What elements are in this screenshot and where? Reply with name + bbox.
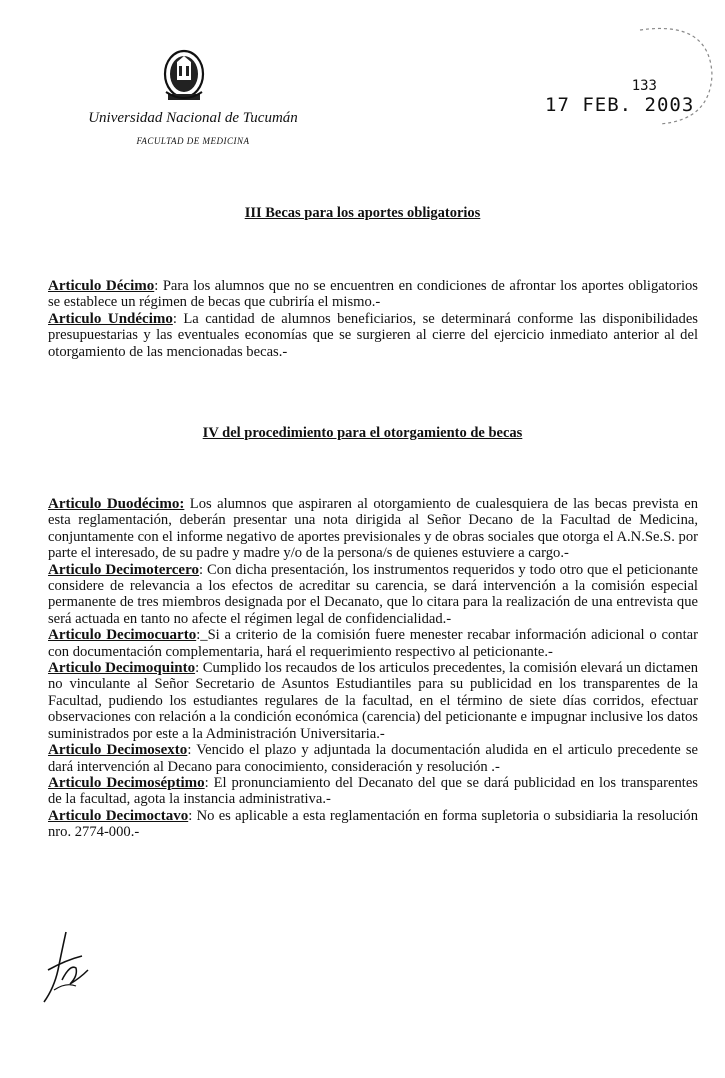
faculty-name: FACULTAD DE MEDICINA	[136, 136, 250, 146]
article-name: Articulo Decimocuarto	[48, 627, 197, 644]
article-paragraph	[48, 496, 698, 562]
article-paragraph: Articulo Decimoquinto: Cumplido los recaudos de los articulos precedentes, la comisión elevará un dictamen no vinculante al Señor Secretario de Asuntos Estudiantiles para su publicidad en los transparentes de la Facultad, pudiendo los estudiantes regulares de la facultad, en el término de siete días corridos, efectuar observaciones con relación a la condición económica (carencia) del peticionante e impugnar inclusive los datos suministrados por este a la Administración Universitaria.-	[48, 660, 699, 742]
article-text: Vencido el plazo y adjuntada la documentación aludida en el articulo precedente se dará intervención al Decano para conocimiento, consideración y resolución .-	[48, 742, 698, 775]
article-name: Articulo Undécimo	[48, 310, 173, 327]
stamp-number: 133	[631, 78, 657, 94]
section-title-iii: III Becas para los aportes obligatorios	[244, 205, 481, 221]
university-seal-icon	[162, 48, 206, 106]
section-iii-body	[48, 278, 698, 360]
article-paragraph: Articulo Undécimo: La cantidad de alumnos beneficiarios, se determinará conforme las disponibilidades presupuestarias y las eventuales economías que se surgieren al cierre del ejercicio inmediato anterior al del otorgamiento de las mencionadas becas.-	[48, 310, 698, 360]
signature-icon	[36, 930, 96, 1005]
article-name: Articulo Decimosexto	[48, 742, 188, 759]
section-title-iv: IV del procedimiento para el otorgamiento de becas	[202, 425, 523, 441]
article-name: Articulo Decimoséptimo	[48, 774, 205, 791]
university-name: Universidad Nacional de Tucumán	[88, 110, 298, 126]
article-paragraph: Articulo Decimoctavo: No es aplicable a esta reglamentación en forma supletoria o subsidiaria la resolución nro. 2774-000.-	[48, 807, 698, 841]
article-name: Articulo Decimoquinto	[48, 660, 196, 677]
article-paragraph: Articulo Decimotercero: Con dicha presentación, los instrumentos requeridos y todo otro que el peticionante considere de relevancia a los efectos de acreditar su carencia, se dará intervención a la comisión especial permanente de tres miembros designada por el Decanato, que lo citara para la realización de una entrevista que será actuada en tanto no afecte el régimen legal de confidencialidad.-	[48, 561, 699, 627]
article-paragraph: Articulo Décimo: Para los alumnos que no se encuentren en condiciones de afrontar los aportes obligatorios se establece un régimen de becas que cubriría el mismo.-	[48, 278, 698, 311]
article-text: La cantidad de alumnos beneficiarios, se determinará conforme las disponibilidades presupuestarias y las eventuales economías que se surgieren al cierre del ejercicio inmediato anterior al del otorgamiento de las mencionadas becas.-	[48, 310, 698, 360]
article-text: Con dicha presentación, los instrumentos requeridos y todo otro que el peticionante considere de relevancia a los efectos de acreditar su carencia, se dará intervención a la comisión especial permanente de tres miembros designada por el Decanato, que lo citara para la realización de una entrevista que será actuada en tanto no afecte el régimen legal de confidencialidad.-	[48, 561, 699, 627]
section-iv-body	[48, 496, 698, 841]
received-stamp	[545, 78, 695, 128]
article-paragraph: Articulo Decimosexto: Vencido el plazo y adjuntada la documentación aludida en el articulo precedente se dará intervención al Decano para conocimiento, consideración y resolución .-	[48, 742, 698, 775]
article-text: Los alumnos que aspiraren al otorgamiento de cualesquiera de las becas prevista en esta reglamentación, deberán presentar una nota dirigida al Señor Decano de la Facultad de Medicina, conjuntamente con el informe negativo de aportes previsionales y de obras sociales que otorga el A.N.Se.S. por parte el interesado, de su padre y madre y/o de la persona/s de quienes estuviere a cargo.-	[48, 496, 698, 562]
article-text: Si a criterio de la comisión fuere menester recabar información adicional o contar con documentación complementaria, hará el requerimiento respectivo al peticionante.-	[48, 627, 698, 660]
article-text: No es aplicable a esta reglamentación en forma supletoria o subsidiaria la resolución nro. 2774-000.-	[48, 807, 698, 841]
article-name: Articulo Decimoctavo	[48, 807, 189, 824]
article-text: El pronunciamiento del Decanato del que se dará publicidad en los transparentes de la facultad, agota la instancia administrativa.-	[48, 774, 698, 808]
article-paragraph: Articulo Decimocuarto:_Si a criterio de la comisión fuere menester recabar información adicional o contar con documentación complementaria, hará el requerimiento respectivo al peticionante.-	[48, 627, 698, 660]
article-text: Para los alumnos que no se encuentren en condiciones de afrontar los aportes obligatorios se establece un régimen de becas que cubriría el mismo.-	[48, 278, 698, 311]
article-name: Articulo Duodécimo:	[48, 496, 185, 512]
article-name: Articulo Décimo	[48, 278, 155, 294]
article-text: Cumplido los recaudos de los articulos precedentes, la comisión elevará un dictamen no vinculante al Señor Secretario de Asuntos Estudiantiles para su publicidad en los transparentes de la Facultad, pudiendo los estudiantes regulares de la facultad, en el término de siete días corridos, efectuar observaciones con relación a la condición económica (carencia) del peticionante e impugnar inclusive los datos suministrados por este a la Administración Universitaria.-	[48, 660, 699, 742]
article-name: Articulo Decimotercero	[48, 561, 199, 578]
stamp-date: 17 FEB. 2003	[545, 94, 695, 116]
article-paragraph: Articulo Decimoséptimo: El pronunciamiento del Decanato del que se dará publicidad en los transparentes de la facultad, agota la instancia administrativa.-	[48, 774, 698, 808]
